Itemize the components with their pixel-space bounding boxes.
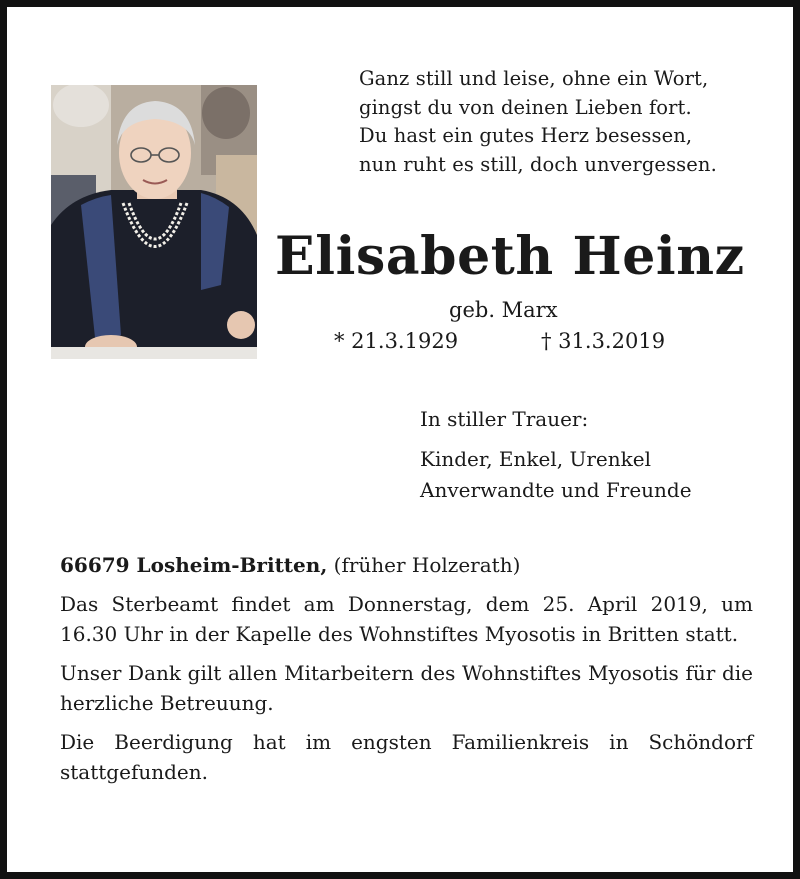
- burial-paragraph: Die Beerdigung hat im engsten Familienkreis in Schöndorf stattgefunden.: [60, 730, 753, 784]
- mourners-heading: In stiller Trauer:: [420, 407, 589, 431]
- mourners-list: [420, 444, 692, 506]
- location-place: 66679 Losheim-Britten,: [60, 553, 328, 577]
- mourners-line: Anverwandte und Freunde: [420, 478, 692, 502]
- poem-line: Ganz still und leise, ohne ein Wort,: [359, 67, 709, 90]
- poem-line: Du hast ein gutes Herz besessen,: [359, 124, 693, 147]
- poem-line: gingst du von deinen Lieben fort.: [359, 95, 692, 119]
- thanks-paragraph: Unser Dank gilt allen Mitarbeitern des Wohnstiftes Myosotis für die herzliche Betreuung.: [60, 661, 753, 715]
- location-former: (früher Holzerath): [327, 553, 521, 577]
- funeral-mass-paragraph: Das Sterbeamt findet am Donnerstag, dem 25. April 2019, um 16.30 Uhr in der Kapelle des Wohnstiftes Myosotis in Britten statt.: [60, 592, 753, 646]
- portrait-photo: [51, 85, 257, 359]
- mourners-line: Kinder, Enkel, Urenkel: [420, 447, 651, 471]
- deceased-name: Elisabeth Heinz: [275, 226, 745, 287]
- maiden-name: geb. Marx: [449, 298, 558, 322]
- death-date: † 31.3.2019: [541, 329, 666, 353]
- memorial-poem: [359, 65, 779, 179]
- poem-line: nun ruht es still, doch unvergessen.: [359, 152, 717, 176]
- notice-body: [60, 550, 753, 796]
- birth-date: * 21.3.1929: [334, 329, 459, 353]
- location-line: [60, 550, 753, 580]
